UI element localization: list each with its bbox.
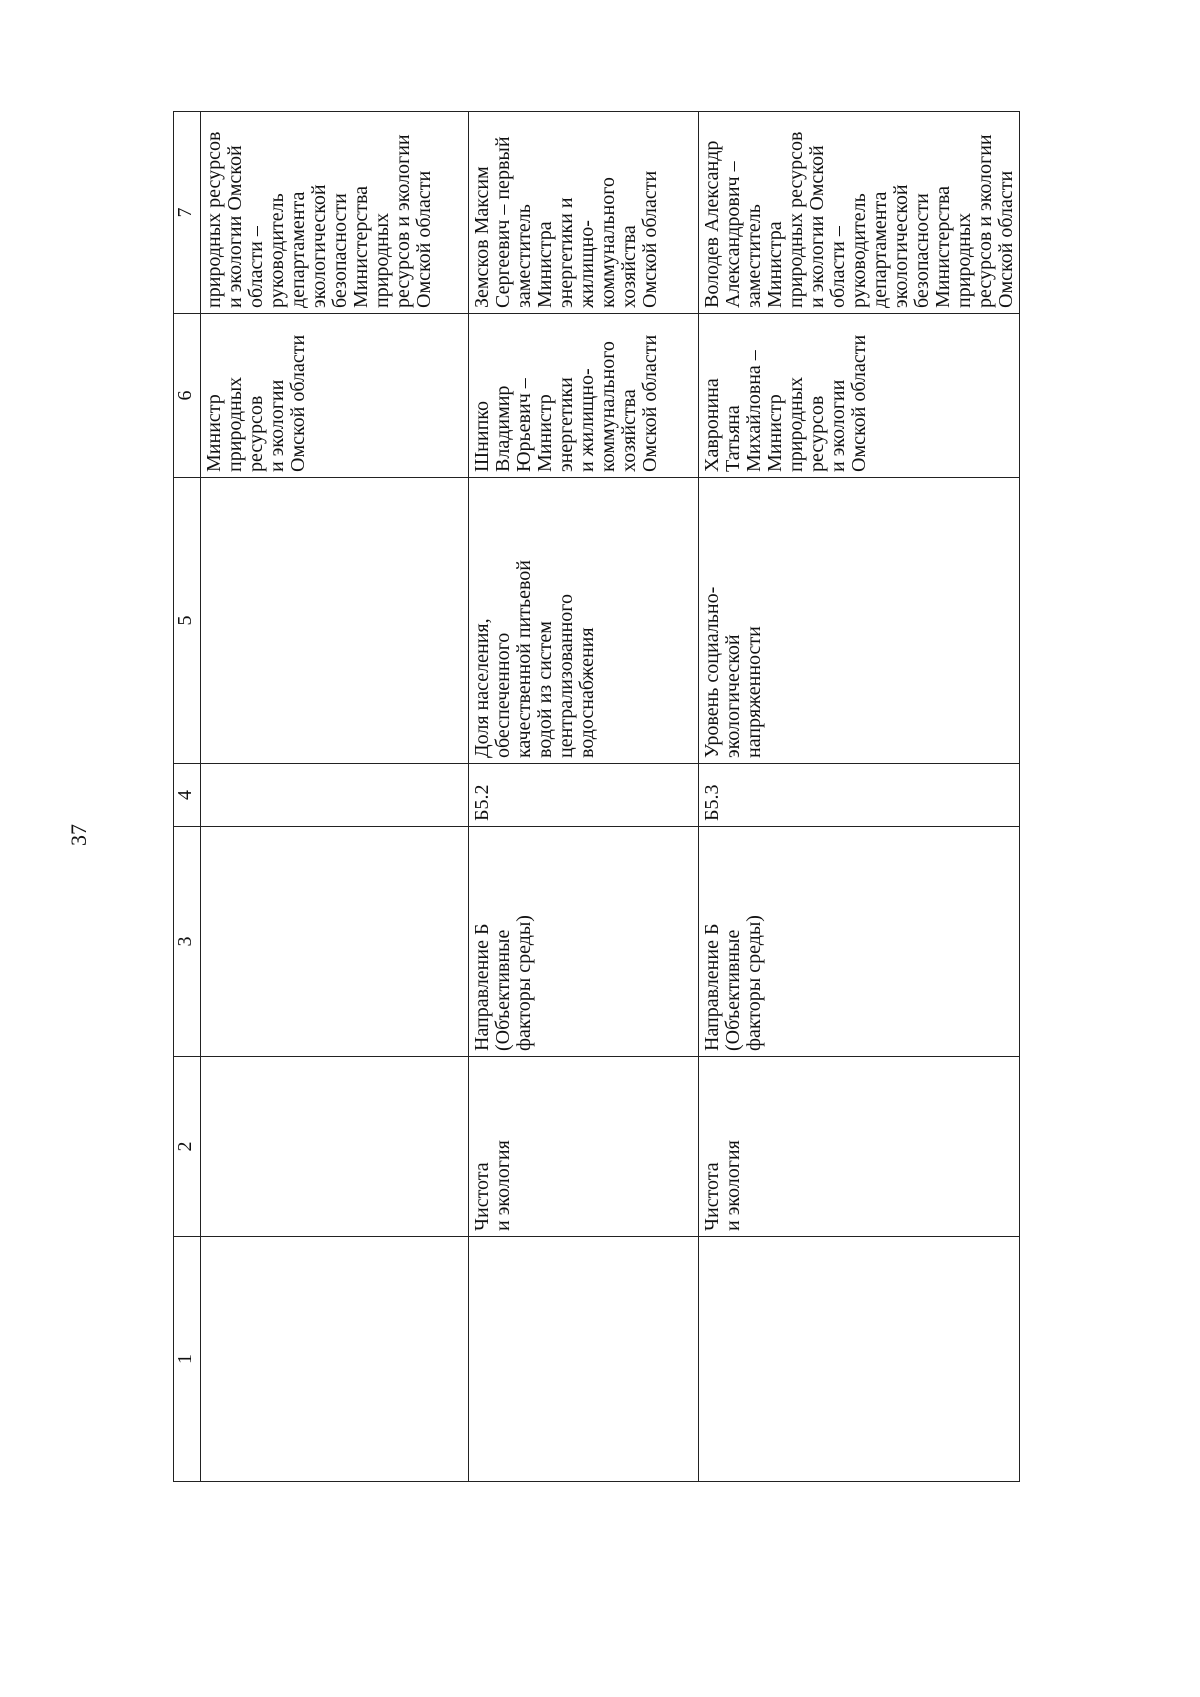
cell-responsible: Хавронина Татьяна Михайловна – Министр природных ресурсов и экологии Омской области — [699, 314, 1020, 478]
cell-deputy: природных ресурсов и экологии Омской области – руководитель департамента экологической безопасности Министерства природных ресурсов и экологии Омской области — [201, 112, 469, 314]
rotated-table-container — [173, 112, 1033, 1482]
header-col-7: 7 — [174, 112, 201, 314]
header-col-4: 4 — [174, 764, 201, 827]
header-col-2: 2 — [174, 1057, 201, 1237]
cell-number — [699, 1237, 1020, 1482]
header-row — [174, 112, 201, 1482]
cell-direction: Направление Б (Объективные факторы среды) — [469, 827, 699, 1057]
cell-number — [201, 1237, 469, 1482]
cell-indicator: Уровень социально- экологической напряженности — [699, 478, 1020, 764]
header-col-1: 1 — [174, 1237, 201, 1482]
cell-responsible: Министр природных ресурсов и экологии Омской области — [201, 314, 469, 478]
cell-responsible: Шнипко Владимир Юрьевич – Министр энергетики и жилищно- коммунального хозяйства Омской области — [469, 314, 699, 478]
table-row — [699, 112, 1020, 1482]
cell-area: Чистота и экология — [699, 1057, 1020, 1237]
header-col-6: 6 — [174, 314, 201, 478]
header-col-3: 3 — [174, 827, 201, 1057]
page-number: 37 — [66, 824, 91, 846]
responsibility-table — [173, 111, 1020, 1482]
cell-area: Чистота и экология — [469, 1057, 699, 1237]
table-row — [201, 112, 469, 1482]
cell-area — [201, 1057, 469, 1237]
cell-direction: Направление Б (Объективные факторы среды) — [699, 827, 1020, 1057]
cell-indicator — [201, 478, 469, 764]
cell-code — [201, 764, 469, 827]
cell-code: Б5.2 — [469, 764, 699, 827]
cell-code: Б5.3 — [699, 764, 1020, 827]
header-col-5: 5 — [174, 478, 201, 764]
cell-deputy: Земсков Максим Сергеевич – первый заместитель Министра энергетики и жилищно- коммунального хозяйства Омской области — [469, 112, 699, 314]
cell-number — [469, 1237, 699, 1482]
cell-direction — [201, 827, 469, 1057]
table-row — [469, 112, 699, 1482]
cell-indicator: Доля населения, обеспеченного качественной питьевой водой из систем централизованного водоснабжения — [469, 478, 699, 764]
cell-deputy: Володев Александр Александрович – заместитель Министра природных ресурсов и экологии Омской области – руководитель департамента экологической безопасности Министерства природных ресурсов и экологии Омской области — [699, 112, 1020, 314]
